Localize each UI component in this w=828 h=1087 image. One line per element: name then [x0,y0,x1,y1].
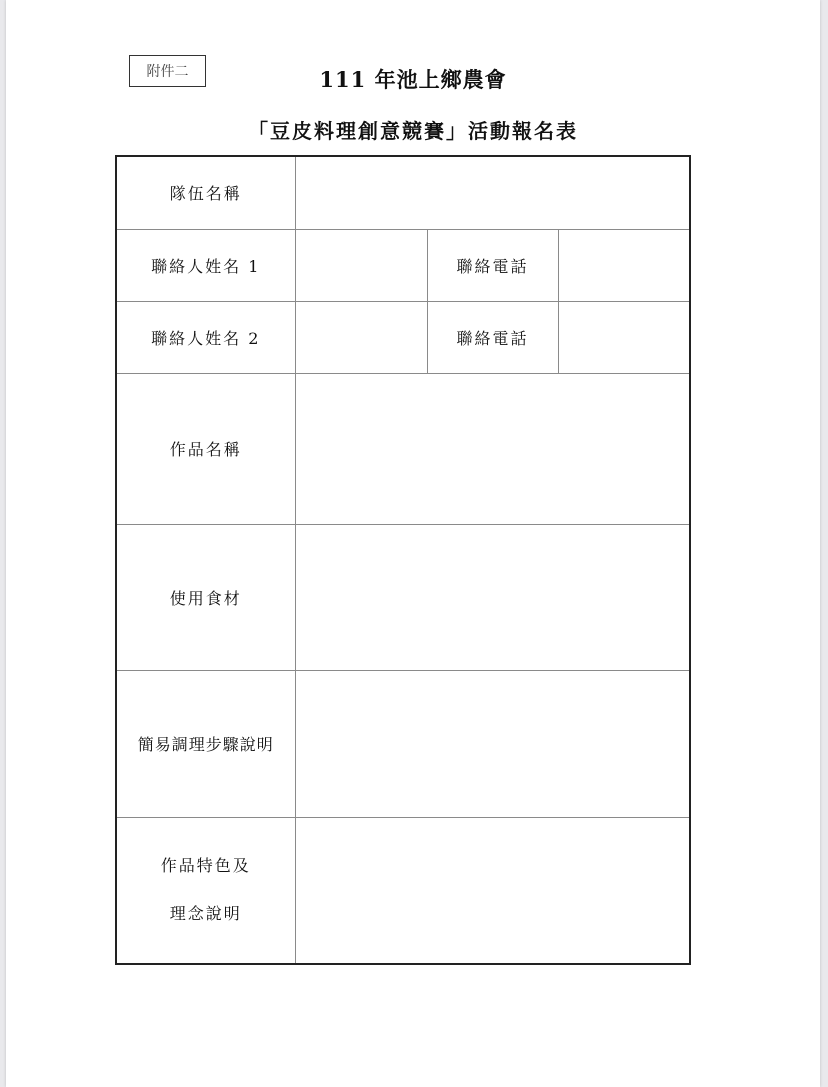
contact1-name-label: 聯絡人姓名 1 [116,229,295,301]
steps-field[interactable] [295,670,690,817]
table-row [116,524,690,670]
table-row [116,229,690,301]
steps-label: 簡易調理步驟說明 [116,670,295,817]
table-row [116,156,690,229]
features-field[interactable] [295,817,690,964]
contact1-name-field[interactable] [295,229,427,301]
ingredients-label: 使用食材 [116,524,295,670]
features-label-line2: 理念說明 [169,904,242,924]
attachment-label: 附件二 [129,55,206,87]
page-title: 111 年池上鄉農會 [319,67,507,92]
ingredients-field[interactable] [295,524,690,670]
table-row [116,670,690,817]
contact1-phone-field[interactable] [558,229,690,301]
contact2-name-field[interactable] [295,301,427,373]
contact2-phone-field[interactable] [558,301,690,373]
dish-name-field[interactable] [295,373,690,524]
team-name-label: 隊伍名稱 [116,156,295,229]
contact2-phone-label: 聯絡電話 [427,301,558,373]
table-row [116,373,690,524]
page-subtitle: 「豆皮料理創意競賽」活動報名表 [248,119,578,143]
contact1-phone-label: 聯絡電話 [427,229,558,301]
table-row [116,817,690,964]
features-label-line1: 作品特色及 [160,856,251,876]
table-row [116,301,690,373]
registration-form-table [115,155,691,965]
contact2-name-label: 聯絡人姓名 2 [116,301,295,373]
dish-name-label: 作品名稱 [116,373,295,524]
features-label [116,817,295,964]
team-name-field[interactable] [295,156,690,229]
